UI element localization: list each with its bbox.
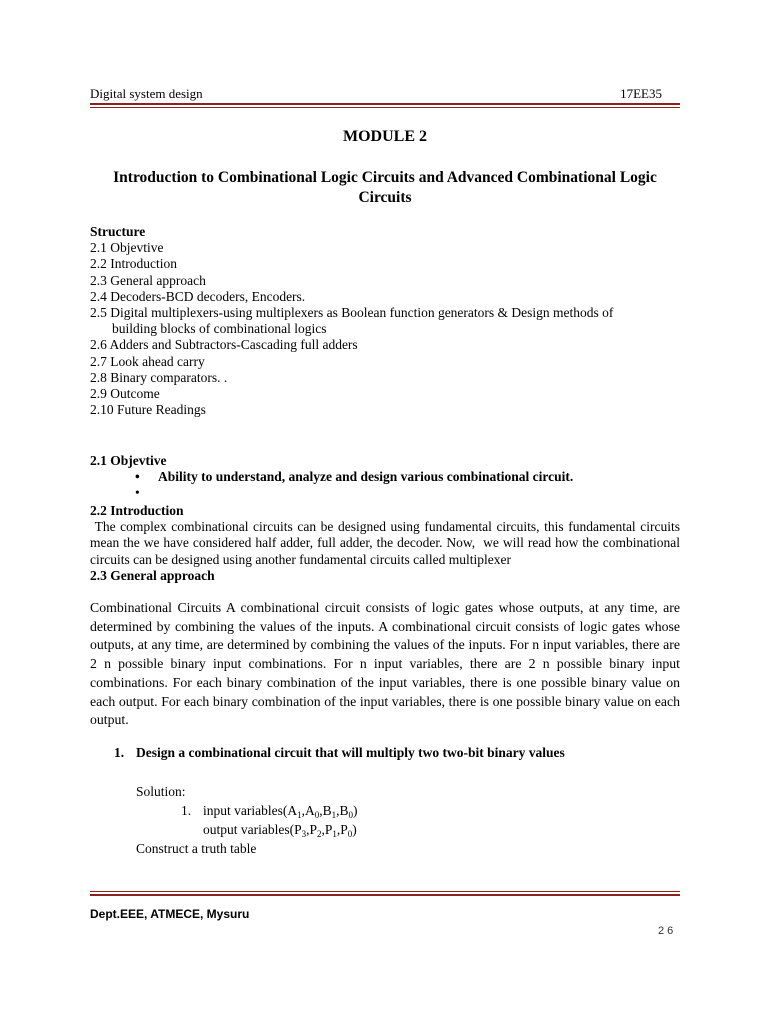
question-text: Design a combinational circuit that will multiply two two-bit binary values xyxy=(136,745,565,760)
structure-item: 2.4 Decoders-BCD decoders, Encoders. xyxy=(90,288,306,304)
structure-item: 2.1 Objevtive xyxy=(90,240,164,256)
truth-table-instruction: Construct a truth table xyxy=(136,841,257,856)
course-code: 17EE35 xyxy=(620,86,662,101)
course-name: Digital system design xyxy=(90,86,203,101)
step-number: 1. xyxy=(181,803,192,818)
objective-heading: 2.1 Objevtive xyxy=(90,453,167,468)
structure-item: 2.10 Future Readings xyxy=(90,402,206,418)
page-header xyxy=(90,86,680,102)
footer-dept: Dept.EEE, ATMECE, Mysuru xyxy=(90,907,250,921)
introduction-text: The complex combinational circuits can be designed using fundamental circuits, this fundamental circuits mean the we have considered half adder, full adder, the decoder. Now, we will read how the combinational circuits can be designed using another fundamental circuits called multiplexer xyxy=(90,519,684,567)
structure-section xyxy=(90,224,680,418)
structure-item: 2.5 Digital multiplexers-using multiplexers as Boolean function generators & Design methods of xyxy=(90,305,614,321)
structure-item: 2.6 Adders and Subtractors-Cascading full adders xyxy=(90,337,358,353)
structure-item: 2.2 Introduction xyxy=(90,256,177,272)
header-rule xyxy=(90,103,680,108)
question-number: 1. xyxy=(114,745,125,760)
input-variables: input $variables(A_1,A_0,B_1,B_0)$ xyxy=(203,803,358,820)
bullet-dot: • xyxy=(135,485,140,501)
structure-item: 2.8 Binary comparators. . xyxy=(90,369,228,385)
introduction-heading: 2.2 Introduction xyxy=(90,503,184,518)
objective-text: Ability to understand, analyze and design various combinational circuit. xyxy=(158,469,574,485)
general-heading: 2.3 General approach xyxy=(90,567,215,583)
structure-heading: Structure xyxy=(90,224,146,239)
bullet-item xyxy=(90,469,680,485)
module-heading: MODULE 2 xyxy=(343,128,427,145)
general-text: Combinational Circuits A combinational circuit consists of logic gates whose outputs, at any time, are determined by combining the values of the inputs. A combinational circuit consists of logic gates whose outputs, at any time, are determined by combining the values of the inputs. For n input variables, there are 2 n possible binary input combinations. For n input variables, there are 2 n possible binary input combinations. For each binary combination of the input variables, there is one possible binary value on each output. For each binary combination of the input variables, there is one possible binary value on each output. xyxy=(90,600,680,728)
footer-rule xyxy=(90,891,680,896)
bullet-dot: • xyxy=(135,469,140,485)
input-variables-line xyxy=(136,801,358,820)
solution-label: Solution: xyxy=(136,784,186,799)
output-variables: output $variables(P_3,P_2,P_1,P_0)$ xyxy=(203,822,357,839)
structure-item: building blocks of combinational logics xyxy=(112,321,327,337)
structure-item: 2.7 Look ahead carry xyxy=(90,353,205,369)
structure-item: 2.9 Outcome xyxy=(90,386,160,402)
introduction-section xyxy=(90,503,684,584)
question-1 xyxy=(114,745,565,761)
solution-block xyxy=(136,782,358,858)
module-title: Introduction to Combinational Logic Circuits and Advanced Combinational Logic Circuits xyxy=(113,169,657,206)
objective-section xyxy=(90,453,680,502)
structure-item: 2.3 General approach xyxy=(90,272,206,288)
page-number: 26 xyxy=(658,925,677,937)
bullet-item-empty xyxy=(90,485,680,501)
